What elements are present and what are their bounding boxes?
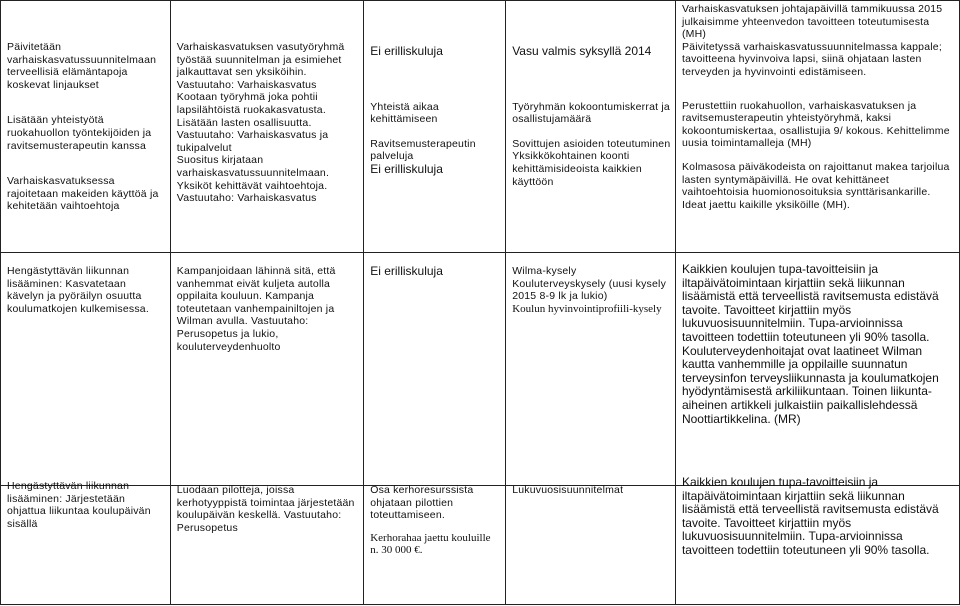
goal-text: Hengästyttävän liikunnan lisääminen: Kasvatetaan kävelyn ja pyöräilyn osuutta koulumatkojen kulkemisessa. (7, 265, 149, 315)
result-cell (675, 253, 959, 486)
goal-text: Päivitetään varhaiskasvatussuunnitelmaan terveellisiä elämäntapoja koskevat linjaukset (7, 41, 157, 91)
goal-text: Lisätään yhteistyötä ruokahuollon työntekijöiden ja ravitsemusterapeutin kanssa (7, 114, 152, 152)
action-text: Suositus kirjataan varhaiskasvatussuunnitelmaan. Yksiköt kehittävät vaihtoehtoja. Vastuutaho: Varhaiskasvatus (176, 154, 330, 205)
table-row (1, 253, 960, 486)
indicator-cell (506, 253, 676, 486)
indicator-cell (506, 1, 676, 253)
indicator-text: Vasu valmis syksyllä 2014 (512, 44, 652, 58)
cost-cell (364, 253, 506, 486)
action-cell (170, 1, 363, 253)
cost-text: Ravitsemusterapeutin palveluja (370, 137, 476, 163)
indicator-text: Työryhmän kokoontumiskerrat ja osallistujamäärä (512, 100, 670, 126)
cost-text: Ei erilliskuluja (370, 161, 443, 176)
goal-cell (1, 480, 171, 605)
result-text: Kolmasosa päiväkodeista on rajoittanut makea tarjoilua lasten syntymäpäivillä. He ovat kehittäneet vaihtoehtoisia huomionosoituksia synttärisankarille. Ideat jaettu kaikille yksiköille (MH). (681, 160, 950, 211)
action-text: Varhaiskasvatuksen vasutyöryhmä työstää suunnitelman ja esimiehet jalkauttavat sen yksiköihin. Vastuutaho: Varhaiskasvatus (176, 41, 345, 91)
cost-text: Kerhorahaa jaettu kouluille n. 30 000 €. (370, 531, 491, 557)
result-text: Kouluterveydenhoitajat ovat laatineet Wilman kautta vanhemmille ja oppilaille suunnatun terveysinfon terveysliikunnasta ja koulumatkojen hyödyntämisestä arkiliikuntaan. Toinen liikunta-aiheinen artikkeli julkaistiin paikallislehdessä Noottiartikkelina. (MR) (681, 343, 939, 426)
result-text: Kaikkien koulujen tupa-tavoitteisiin ja iltapäivätoimintaan kirjattiin sekä liikunnan lisäämistä että terveellistä ravitsemusta edistävä tavoite. Tavoitteet kirjattiin myös lukuvuosisuunnitelmiin. Tupa-arvioinnissa tavoitteen todettiin toteutuneen yli 90% tasolla. (681, 475, 939, 557)
action-cell (170, 486, 363, 605)
indicator-text: Yksikkökohtainen koonti kehittämisideoista kaikkien käyttöön (512, 150, 642, 188)
cost-text: Osa kerhoresurssista ohjataan pilottien toteuttamiseen. (370, 484, 474, 522)
action-text: Luodaan pilotteja, joissa kerhotyyppistä toimintaa järjestetään koulupäivän keskellä. Vastuutaho: Perusopetus (176, 484, 355, 534)
action-text: Kampanjoidaan lähinnä sitä, että vanhemmat eivät kuljeta autolla oppilaita kouluun. Kampanja toteutetaan vanhempainiltojen ja Wilman avulla. Vastuutaho: Perusopetus ja lukio, kouluterveydenhuolto (176, 265, 336, 353)
action-cell (170, 253, 363, 486)
goal-cell (1, 253, 171, 486)
indicator-text: Wilma-kysely (512, 265, 577, 277)
action-text: Kootaan työryhmä joka pohtii lapsilähtöistä ruokakasvatusta. Lisätään lasten osallisuutta. Vastuutaho: Varhaiskasvatus ja tukipalvelut (176, 91, 329, 154)
indicator-text: Koulun hyvinvointiprofiili-kysely (512, 302, 662, 315)
cost-text: Ei erilliskuluja (370, 264, 443, 278)
result-cell (675, 1, 959, 253)
goal-cell (1, 1, 171, 253)
indicator-text: Kouluterveyskysely (uusi kysely 2015 8-9 lk ja lukio) (512, 277, 667, 303)
result-text: Kaikkien koulujen tupa-tavoitteisiin ja iltapäivätoimintaan kirjattiin sekä liikunnan lisäämistä että terveellistä ravitsemusta edistävä tavoite. Tavoitteet kirjattiin myös lukuvuosisuunnitelmiin. Tupa-arvioinnissa tavoitteen todettiin toteutuneen yli 90% tasolla. (681, 262, 939, 344)
cost-cell (364, 1, 506, 253)
indicator-cell (506, 486, 676, 605)
table-row (1, 1, 960, 253)
cost-text: Ei erilliskuluja (370, 44, 443, 58)
cost-cell (364, 486, 506, 605)
indicator-text: Sovittujen asioiden toteutuminen (512, 137, 671, 150)
result-text: Perustettiin ruokahuollon, varhaiskasvatuksen ja ravitsemusterapeutin yhteistyöryhmä, kaksi kokoontumiskertaa, osallistujia 9/ kokous. Kehittelimme uusia toimintamalleja (MH) (681, 99, 950, 150)
goal-text: Hengästyttävän liikunnan lisääminen: Järjestetään ohjattua liikuntaa koulupäivän sisällä (7, 480, 151, 530)
cost-text: Yhteistä aikaa kehittämiseen (370, 100, 439, 126)
table-row (1, 486, 960, 605)
indicator-text: Lukuvuosisuunnitelmat (512, 484, 624, 496)
result-text: Päivitetyssä varhaiskasvatussuunnitelmassa kappale; tavoitteena hyvinvoiva lapsi, siinä ohjataan lasten terveyden ja hyvinvointi edistämiseen. (681, 40, 942, 78)
result-cell (675, 475, 959, 605)
goal-text: Varhaiskasvatuksessa rajoitetaan makeiden käyttöä ja kehitetään vaihtoehtoja (7, 175, 159, 213)
result-text: Varhaiskasvatuksen johtajapäivillä tammikuussa 2015 julkaisimme yhteenvedon tavoitteen toteutumisesta (MH) (681, 3, 943, 41)
